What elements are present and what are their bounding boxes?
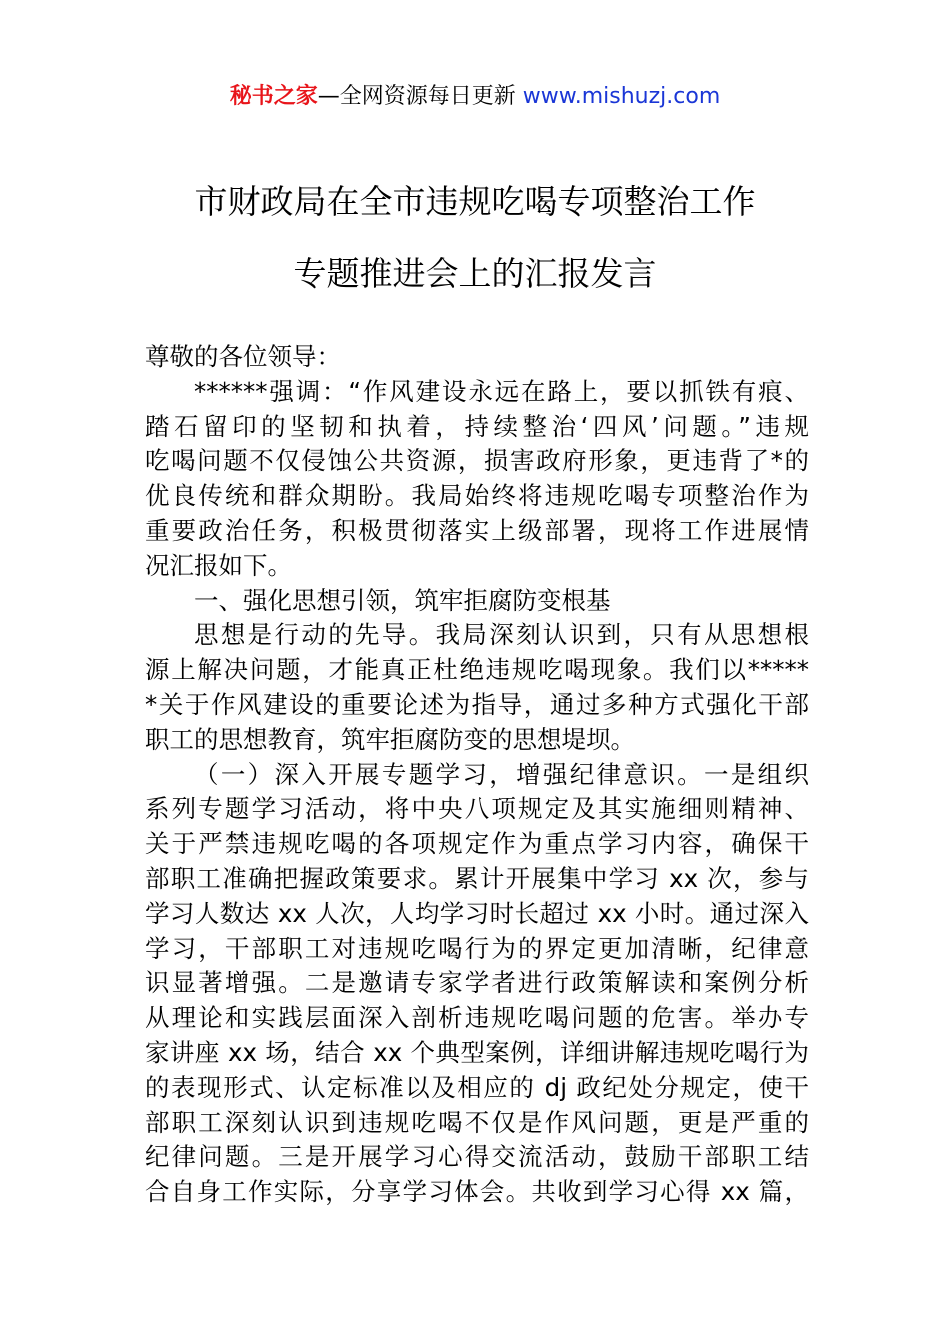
paragraph-line: *关于作风建设的重要论述为指导，通过多种方式强化干部: [145, 689, 809, 719]
paragraph-line: 识显著增强。二是邀请专家学者进行政策解读和案例分析: [145, 968, 809, 998]
document-body: [145, 340, 809, 1210]
paragraph-line: 合自身工作实际，分享学习体会。共收到学习心得 xx 篇，: [145, 1177, 809, 1207]
paragraph-line: 职工的思想教育，筑牢拒腐防变的思想堤坝。: [145, 724, 635, 754]
paragraph-line: 部职工准确把握政策要求。累计开展集中学习 xx 次，参与: [145, 863, 809, 893]
salutation: 尊敬的各位领导：: [145, 342, 341, 371]
paragraph-line: 纪律问题。三是开展学习心得交流活动，鼓励干部职工结: [145, 1142, 809, 1172]
paragraph-line: 关于严禁违规吃喝的各项规定作为重点学习内容，确保干: [145, 829, 809, 859]
document-title-line-2: 专题推进会上的汇报发言: [293, 254, 657, 293]
paragraph-line: ******强调：“作风建设永远在路上，要以抓铁有痕、: [194, 376, 809, 406]
document-title-line-1: 市财政局在全市违规吃喝专项整治工作: [194, 182, 756, 221]
paragraph-line: 踏石留印的坚韧和执着，持续整治‘四风’问题。”违规: [145, 411, 809, 441]
paragraph-line: 的表现形式、认定标准以及相应的 dj 政纪处分规定，使干: [145, 1072, 809, 1102]
paragraph-line: 源上解决问题，才能真正杜绝违规吃喝现象。我们以*****: [145, 655, 809, 685]
paragraph-line: 优良传统和群众期盼。我局始终将违规吃喝专项整治作为: [145, 481, 809, 511]
paragraph-line: 重要政治任务，积极贯彻落实上级部署，现将工作进展情: [145, 515, 809, 545]
site-url-link[interactable]: www.mishuzj.com: [522, 84, 721, 109]
paragraph-line: 部职工深刻认识到违规吃喝不仅是作风问题，更是严重的: [145, 1107, 809, 1137]
site-header: [0, 80, 950, 114]
paragraph-line: 学习人数达 xx 人次，人均学习时长超过 xx 小时。通过深入: [145, 898, 809, 928]
paragraph-line: 家讲座 xx 场，结合 xx 个典型案例，详细讲解违规吃喝行为: [145, 1037, 809, 1067]
site-brand: 秘书之家: [229, 84, 318, 109]
site-tagline: —全网资源每日更新: [317, 84, 523, 109]
paragraph-line: 吃喝问题不仅侵蚀公共资源，损害政府形象，更违背了*的: [145, 446, 809, 476]
paragraph-line: 系列专题学习活动，将中央八项规定及其实施细则精神、: [145, 794, 809, 824]
paragraph-line: 思想是行动的先导。我局深刻认识到，只有从思想根: [194, 620, 809, 650]
paragraph-line: 学习，干部职工对违规吃喝行为的界定更加清晰，纪律意: [145, 933, 809, 963]
paragraph-line: 从理论和实践层面深入剖析违规吃喝问题的危害。举办专: [145, 1003, 809, 1033]
section-heading: 一、强化思想引领，筑牢拒腐防变根基: [194, 585, 611, 615]
paragraph-line: 况汇报如下。: [145, 550, 292, 580]
paragraph-line: （一）深入开展专题学习，增强纪律意识。一是组织: [194, 759, 809, 789]
